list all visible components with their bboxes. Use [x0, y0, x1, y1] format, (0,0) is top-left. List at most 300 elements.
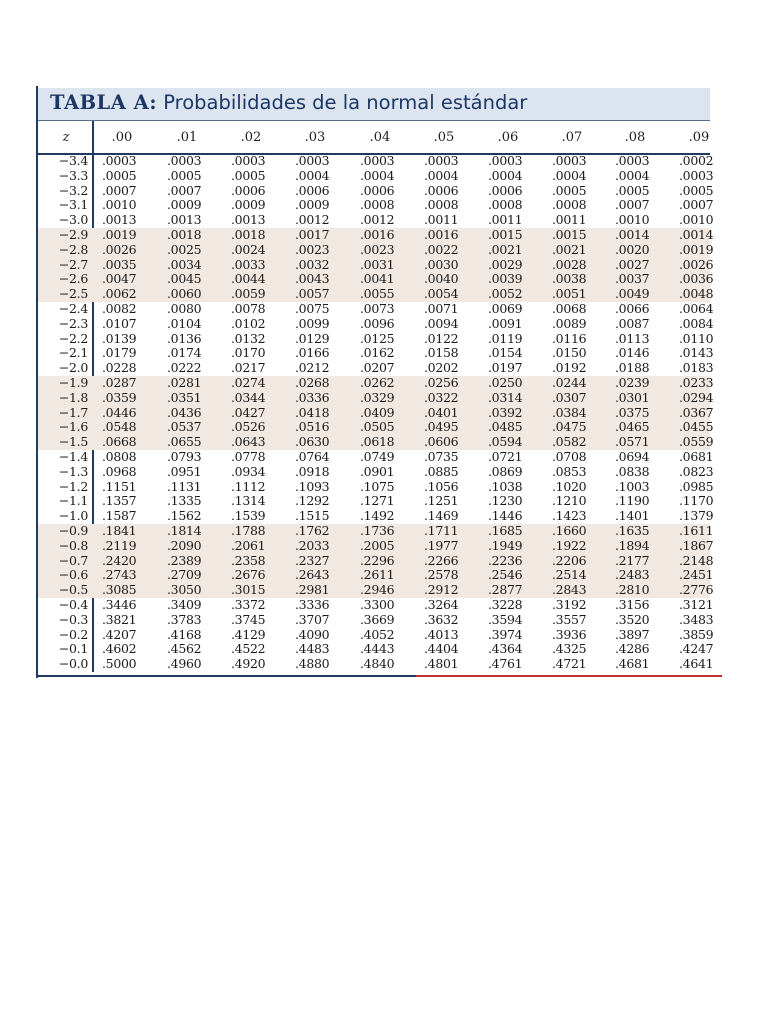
- probability-cell: .0571: [615, 434, 650, 450]
- probability-cell: .3336: [295, 597, 330, 612]
- probability-cell: .0359: [102, 389, 137, 405]
- probability-cell: .0091: [488, 315, 523, 331]
- probability-cell: .0029: [488, 256, 523, 272]
- probability-cell: .1611: [679, 523, 714, 538]
- z-value: −2.2: [58, 330, 88, 346]
- probability-cell: .0170: [231, 345, 266, 361]
- probability-cell: .4247: [679, 641, 714, 657]
- table-row: [38, 271, 714, 287]
- probability-cell: .0526: [231, 419, 266, 435]
- header-cell-4: .04: [369, 130, 391, 145]
- z-value: −2.6: [58, 271, 88, 287]
- probability-cell: .1711: [424, 523, 459, 538]
- probability-cell: .3974: [488, 626, 523, 642]
- probability-cell: .0003: [424, 153, 459, 168]
- probability-cell: .0721: [488, 449, 523, 464]
- z-value: −0.7: [58, 552, 88, 568]
- table-row: [38, 330, 714, 347]
- probability-cell: .0401: [424, 404, 459, 420]
- probability-cell: .0059: [231, 286, 266, 302]
- probability-cell: .2776: [679, 582, 714, 598]
- probability-cell: .0793: [167, 449, 202, 464]
- probability-cell: .2546: [488, 567, 523, 583]
- probability-cell: .1814: [167, 523, 202, 538]
- probability-cell: .0274: [231, 375, 266, 390]
- probability-cell: .0681: [679, 449, 714, 464]
- probability-cell: .0005: [231, 167, 266, 183]
- probability-cell: .1379: [679, 508, 714, 524]
- probability-cell: .0044: [231, 271, 266, 287]
- probability-cell: .0036: [679, 271, 714, 287]
- z-value: −1.7: [58, 404, 88, 420]
- probability-cell: .0207: [360, 360, 395, 376]
- probability-cell: .2676: [231, 567, 266, 583]
- probability-cell: .2451: [679, 567, 714, 583]
- probability-cell: .0066: [615, 301, 650, 316]
- probability-cell: .0853: [552, 463, 587, 479]
- probability-cell: .0764: [295, 449, 330, 464]
- probability-cell: .5000: [102, 656, 137, 672]
- probability-cell: .1635: [615, 523, 650, 538]
- table-row: [38, 493, 714, 509]
- table-row: [38, 434, 714, 450]
- probability-cell: .0162: [360, 345, 395, 361]
- probability-cell: .0054: [424, 286, 459, 302]
- probability-cell: .0012: [360, 212, 395, 228]
- probability-cell: .0006: [488, 182, 523, 198]
- header-cell-7: .07: [561, 130, 583, 145]
- probability-cell: .0594: [488, 434, 523, 450]
- table-row: [38, 552, 714, 569]
- probability-cell: .0197: [488, 360, 523, 376]
- table-row: [38, 375, 714, 391]
- probability-cell: .0027: [615, 256, 650, 272]
- table-row: [38, 582, 714, 598]
- probability-cell: .0294: [679, 389, 714, 405]
- probability-cell: .0075: [295, 301, 330, 316]
- probability-cell: .0823: [679, 463, 714, 479]
- probability-cell: .0630: [295, 434, 330, 450]
- header-cell-9: .09: [688, 130, 710, 145]
- probability-cell: .0505: [360, 419, 395, 435]
- probability-cell: .0475: [552, 419, 587, 435]
- probability-cell: .0007: [679, 197, 714, 213]
- probability-cell: .0003: [231, 153, 266, 168]
- probability-cell: .3015: [231, 582, 266, 598]
- bottom-rule-accent: [36, 675, 416, 677]
- table-row: [38, 345, 714, 361]
- probability-cell: .1210: [552, 493, 587, 509]
- z-value: −1.2: [58, 478, 88, 494]
- probability-cell: .0004: [360, 167, 395, 183]
- probability-cell: .2033: [295, 537, 330, 553]
- probability-cell: .0004: [424, 167, 459, 183]
- probability-cell: .3156: [615, 597, 650, 612]
- probability-cell: .0132: [231, 330, 266, 346]
- probability-cell: .2177: [615, 552, 650, 568]
- probability-cell: .0139: [102, 330, 137, 346]
- probability-cell: .2877: [488, 582, 523, 598]
- table-title-label: TABLA A:: [50, 91, 158, 114]
- probability-cell: .0268: [295, 375, 330, 390]
- probability-cell: .4562: [167, 641, 202, 657]
- probability-cell: .4129: [231, 626, 266, 642]
- probability-cell: .4920: [231, 656, 266, 672]
- probability-cell: .4840: [360, 656, 395, 672]
- z-value: −3.3: [58, 167, 88, 183]
- probability-cell: .0179: [102, 345, 137, 361]
- probability-cell: .2358: [231, 552, 266, 568]
- probability-cell: .0028: [552, 256, 587, 272]
- probability-cell: .4483: [295, 641, 330, 657]
- probability-cell: .0212: [295, 360, 330, 376]
- probability-cell: .0918: [295, 463, 330, 479]
- probability-cell: .0038: [552, 271, 587, 287]
- probability-cell: .1867: [679, 537, 714, 553]
- probability-cell: .0032: [295, 256, 330, 272]
- probability-cell: .0011: [424, 212, 459, 228]
- table-row: [38, 508, 714, 524]
- probability-cell: .0014: [615, 227, 650, 242]
- probability-cell: .4325: [552, 641, 587, 657]
- table-row: [38, 301, 714, 317]
- table-row: [38, 449, 714, 465]
- probability-cell: .0116: [552, 330, 587, 346]
- probability-cell: .1788: [231, 523, 266, 538]
- probability-cell: .0034: [167, 256, 202, 272]
- probability-cell: .2389: [167, 552, 202, 568]
- z-value: −1.1: [58, 493, 88, 509]
- probability-cell: .2709: [167, 567, 202, 583]
- probability-cell: .4052: [360, 626, 395, 642]
- probability-cell: .0013: [231, 212, 266, 228]
- probability-cell: .1020: [552, 478, 587, 494]
- probability-cell: .0307: [552, 389, 587, 405]
- probability-cell: .0344: [231, 389, 266, 405]
- probability-cell: .0427: [231, 404, 266, 420]
- table-row: [38, 463, 714, 480]
- probability-cell: .3446: [102, 597, 137, 612]
- probability-cell: .0287: [102, 375, 137, 390]
- probability-cell: .0004: [488, 167, 523, 183]
- probability-cell: .0125: [360, 330, 395, 346]
- table-row: [38, 641, 714, 657]
- probability-cell: .3483: [679, 611, 714, 627]
- probability-cell: .0006: [231, 182, 266, 198]
- probability-cell: .3594: [488, 611, 523, 627]
- probability-cell: .0003: [102, 153, 137, 168]
- probability-cell: .0016: [424, 227, 459, 242]
- probability-cell: .0250: [488, 375, 523, 390]
- probability-cell: .2611: [360, 567, 395, 583]
- probability-cell: .1469: [424, 508, 459, 524]
- probability-cell: .0233: [679, 375, 714, 390]
- probability-cell: .0314: [488, 389, 523, 405]
- z-value: −1.0: [58, 508, 88, 524]
- probability-cell: .3821: [102, 611, 137, 627]
- probability-cell: .0004: [552, 167, 587, 183]
- z-value: −0.0: [58, 656, 88, 672]
- probability-cell: .0006: [295, 182, 330, 198]
- probability-cell: .2981: [295, 582, 330, 598]
- probability-cell: .0329: [360, 389, 395, 405]
- probability-cell: .0080: [167, 301, 202, 316]
- probability-cell: .0222: [167, 360, 202, 376]
- probability-cell: .0014: [679, 227, 714, 242]
- probability-cell: .0003: [167, 153, 202, 168]
- probability-cell: .0537: [167, 419, 202, 435]
- z-value: −0.5: [58, 582, 88, 598]
- table-row: [38, 567, 714, 583]
- probability-cell: .1949: [488, 537, 523, 553]
- probability-cell: .0068: [552, 301, 587, 316]
- probability-cell: .0192: [552, 360, 587, 376]
- probability-cell: .1131: [167, 478, 202, 494]
- probability-cell: .3085: [102, 582, 137, 598]
- probability-cell: .0143: [679, 345, 714, 361]
- probability-cell: .0071: [424, 301, 459, 316]
- table-title: [50, 91, 527, 114]
- probability-cell: .0051: [552, 286, 587, 302]
- probability-cell: .0060: [167, 286, 202, 302]
- probability-cell: .0838: [615, 463, 650, 479]
- probability-cell: .0110: [679, 330, 714, 346]
- table-title-text: Probabilidades de la normal estándar: [163, 91, 528, 114]
- z-value: −1.9: [58, 375, 88, 390]
- probability-cell: .0084: [679, 315, 714, 331]
- probability-cell: .1190: [615, 493, 650, 509]
- probability-cell: .0099: [295, 315, 330, 331]
- z-value: −0.8: [58, 537, 88, 553]
- probability-cell: .0010: [615, 212, 650, 228]
- probability-cell: .1271: [360, 493, 395, 509]
- probability-cell: .3121: [679, 597, 714, 612]
- table-row: [38, 419, 714, 435]
- probability-cell: .0367: [679, 404, 714, 420]
- probability-cell: .0129: [295, 330, 330, 346]
- probability-cell: .0020: [615, 241, 650, 257]
- probability-cell: .0951: [167, 463, 202, 479]
- probability-cell: .1335: [167, 493, 202, 509]
- probability-cell: .0007: [167, 182, 202, 198]
- probability-cell: .0934: [231, 463, 266, 479]
- probability-cell: .0016: [360, 227, 395, 242]
- probability-cell: .3228: [488, 597, 523, 612]
- probability-cell: .1112: [231, 478, 266, 494]
- probability-cell: .0548: [102, 419, 137, 435]
- probability-cell: .0011: [488, 212, 523, 228]
- probability-cell: .0012: [295, 212, 330, 228]
- probability-cell: .0239: [615, 375, 650, 390]
- probability-cell: .0174: [167, 345, 202, 361]
- probability-cell: .0392: [488, 404, 523, 420]
- probability-cell: .4761: [488, 656, 523, 672]
- probability-cell: .0384: [552, 404, 587, 420]
- probability-cell: .0007: [102, 182, 137, 198]
- probability-cell: .4013: [424, 626, 459, 642]
- probability-cell: .0023: [295, 241, 330, 257]
- z-value: −1.4: [58, 449, 88, 464]
- probability-cell: .0008: [360, 197, 395, 213]
- table-row: [38, 153, 714, 169]
- probability-cell: .0073: [360, 301, 395, 316]
- probability-cell: .2327: [295, 552, 330, 568]
- probability-cell: .0004: [615, 167, 650, 183]
- probability-cell: .0040: [424, 271, 459, 287]
- probability-cell: .2148: [679, 552, 714, 568]
- z-value: −2.4: [58, 301, 88, 316]
- probability-cell: .4443: [360, 641, 395, 657]
- probability-cell: .1038: [488, 478, 523, 494]
- probability-cell: .3372: [231, 597, 266, 612]
- probability-cell: .1151: [102, 478, 137, 494]
- z-value: −2.9: [58, 227, 88, 242]
- probability-cell: .0158: [424, 345, 459, 361]
- probability-cell: .0485: [488, 419, 523, 435]
- probability-cell: .4168: [167, 626, 202, 642]
- probability-cell: .0301: [615, 389, 650, 405]
- probability-cell: .3264: [424, 597, 459, 612]
- probability-cell: .0037: [615, 271, 650, 287]
- probability-cell: .0078: [231, 301, 266, 316]
- probability-cell: .0026: [679, 256, 714, 272]
- header-cell-8: .08: [624, 130, 646, 145]
- probability-cell: .0006: [424, 182, 459, 198]
- probability-cell: .0015: [552, 227, 587, 242]
- probability-cell: .2206: [552, 552, 587, 568]
- probability-cell: .2119: [102, 537, 137, 553]
- probability-cell: .0003: [488, 153, 523, 168]
- header-divider: [92, 121, 94, 153]
- probability-cell: .0582: [552, 434, 587, 450]
- probability-cell: .0146: [615, 345, 650, 361]
- probability-cell: .1685: [488, 523, 523, 538]
- probability-cell: .3520: [615, 611, 650, 627]
- probability-cell: .0409: [360, 404, 395, 420]
- probability-cell: .0031: [360, 256, 395, 272]
- probability-cell: .2743: [102, 567, 137, 583]
- probability-cell: .0047: [102, 271, 137, 287]
- table-row: [38, 611, 714, 628]
- header-cell-5: .05: [433, 130, 455, 145]
- z-value: −0.1: [58, 641, 88, 657]
- probability-cell: .2912: [424, 582, 459, 598]
- probability-cell: .1003: [615, 478, 650, 494]
- probability-cell: .2236: [488, 552, 523, 568]
- probability-cell: .0869: [488, 463, 523, 479]
- probability-cell: .1314: [231, 493, 266, 509]
- probability-cell: .2483: [615, 567, 650, 583]
- probability-cell: .0495: [424, 419, 459, 435]
- probability-cell: .1446: [488, 508, 523, 524]
- probability-cell: .2514: [552, 567, 587, 583]
- table-header: [38, 120, 710, 155]
- probability-cell: .0015: [488, 227, 523, 242]
- header-cell-0: .00: [111, 130, 133, 145]
- probability-cell: .0024: [231, 241, 266, 257]
- probability-cell: .0113: [615, 330, 650, 346]
- probability-cell: .0062: [102, 286, 137, 302]
- probability-cell: .1357: [102, 493, 137, 509]
- probability-cell: .0009: [231, 197, 266, 213]
- probability-cell: .0154: [488, 345, 523, 361]
- table-row: [38, 241, 714, 258]
- probability-cell: .1894: [615, 537, 650, 553]
- z-value: −2.5: [58, 286, 88, 302]
- probability-cell: .0418: [295, 404, 330, 420]
- table-row: [38, 537, 714, 554]
- probability-cell: .0436: [167, 404, 202, 420]
- z-value: −3.4: [58, 153, 88, 168]
- probability-cell: .1841: [102, 523, 137, 538]
- table-row: [38, 286, 714, 302]
- z-value: −3.1: [58, 197, 88, 213]
- probability-cell: .0336: [295, 389, 330, 405]
- probability-cell: .1056: [424, 478, 459, 494]
- z-value: −2.7: [58, 256, 88, 272]
- probability-cell: .0516: [295, 419, 330, 435]
- probability-cell: .3409: [167, 597, 202, 612]
- probability-cell: .0107: [102, 315, 137, 331]
- probability-cell: .0030: [424, 256, 459, 272]
- probability-cell: .0104: [167, 315, 202, 331]
- probability-cell: .0003: [552, 153, 587, 168]
- probability-cell: .0735: [424, 449, 459, 464]
- table-row: [38, 523, 714, 539]
- probability-cell: .0901: [360, 463, 395, 479]
- probability-cell: .0008: [424, 197, 459, 213]
- probability-cell: .0023: [360, 241, 395, 257]
- z-value: −1.8: [58, 389, 88, 405]
- probability-cell: .0262: [360, 375, 395, 390]
- probability-cell: .0049: [615, 286, 650, 302]
- probability-cell: .2296: [360, 552, 395, 568]
- probability-cell: .0968: [102, 463, 137, 479]
- probability-cell: .0985: [679, 478, 714, 494]
- probability-cell: .3669: [360, 611, 395, 627]
- probability-cell: .3745: [231, 611, 266, 627]
- probability-cell: .2090: [167, 537, 202, 553]
- probability-cell: .0033: [231, 256, 266, 272]
- probability-cell: .0069: [488, 301, 523, 316]
- probability-cell: .0455: [679, 419, 714, 435]
- z-value: −2.8: [58, 241, 88, 257]
- probability-cell: .1762: [295, 523, 330, 538]
- probability-cell: .3050: [167, 582, 202, 598]
- probability-cell: .0281: [167, 375, 202, 390]
- probability-cell: .0708: [552, 449, 587, 464]
- probability-cell: .4602: [102, 641, 137, 657]
- header-cell-z: z: [62, 130, 70, 145]
- z-value: −0.9: [58, 523, 88, 538]
- probability-cell: .0749: [360, 449, 395, 464]
- probability-cell: .1922: [552, 537, 587, 553]
- probability-cell: .1587: [102, 508, 137, 524]
- probability-cell: .4681: [615, 656, 650, 672]
- table-row: [38, 315, 714, 332]
- probability-cell: .0256: [424, 375, 459, 390]
- probability-cell: .1736: [360, 523, 395, 538]
- probability-cell: .0150: [552, 345, 587, 361]
- probability-cell: .4641: [679, 656, 714, 672]
- probability-cell: .0018: [231, 227, 266, 242]
- probability-cell: .0183: [679, 360, 714, 376]
- probability-cell: .0019: [102, 227, 137, 242]
- probability-cell: .0003: [360, 153, 395, 168]
- probability-cell: .0119: [488, 330, 523, 346]
- z-value: −1.6: [58, 419, 88, 435]
- probability-cell: .0041: [360, 271, 395, 287]
